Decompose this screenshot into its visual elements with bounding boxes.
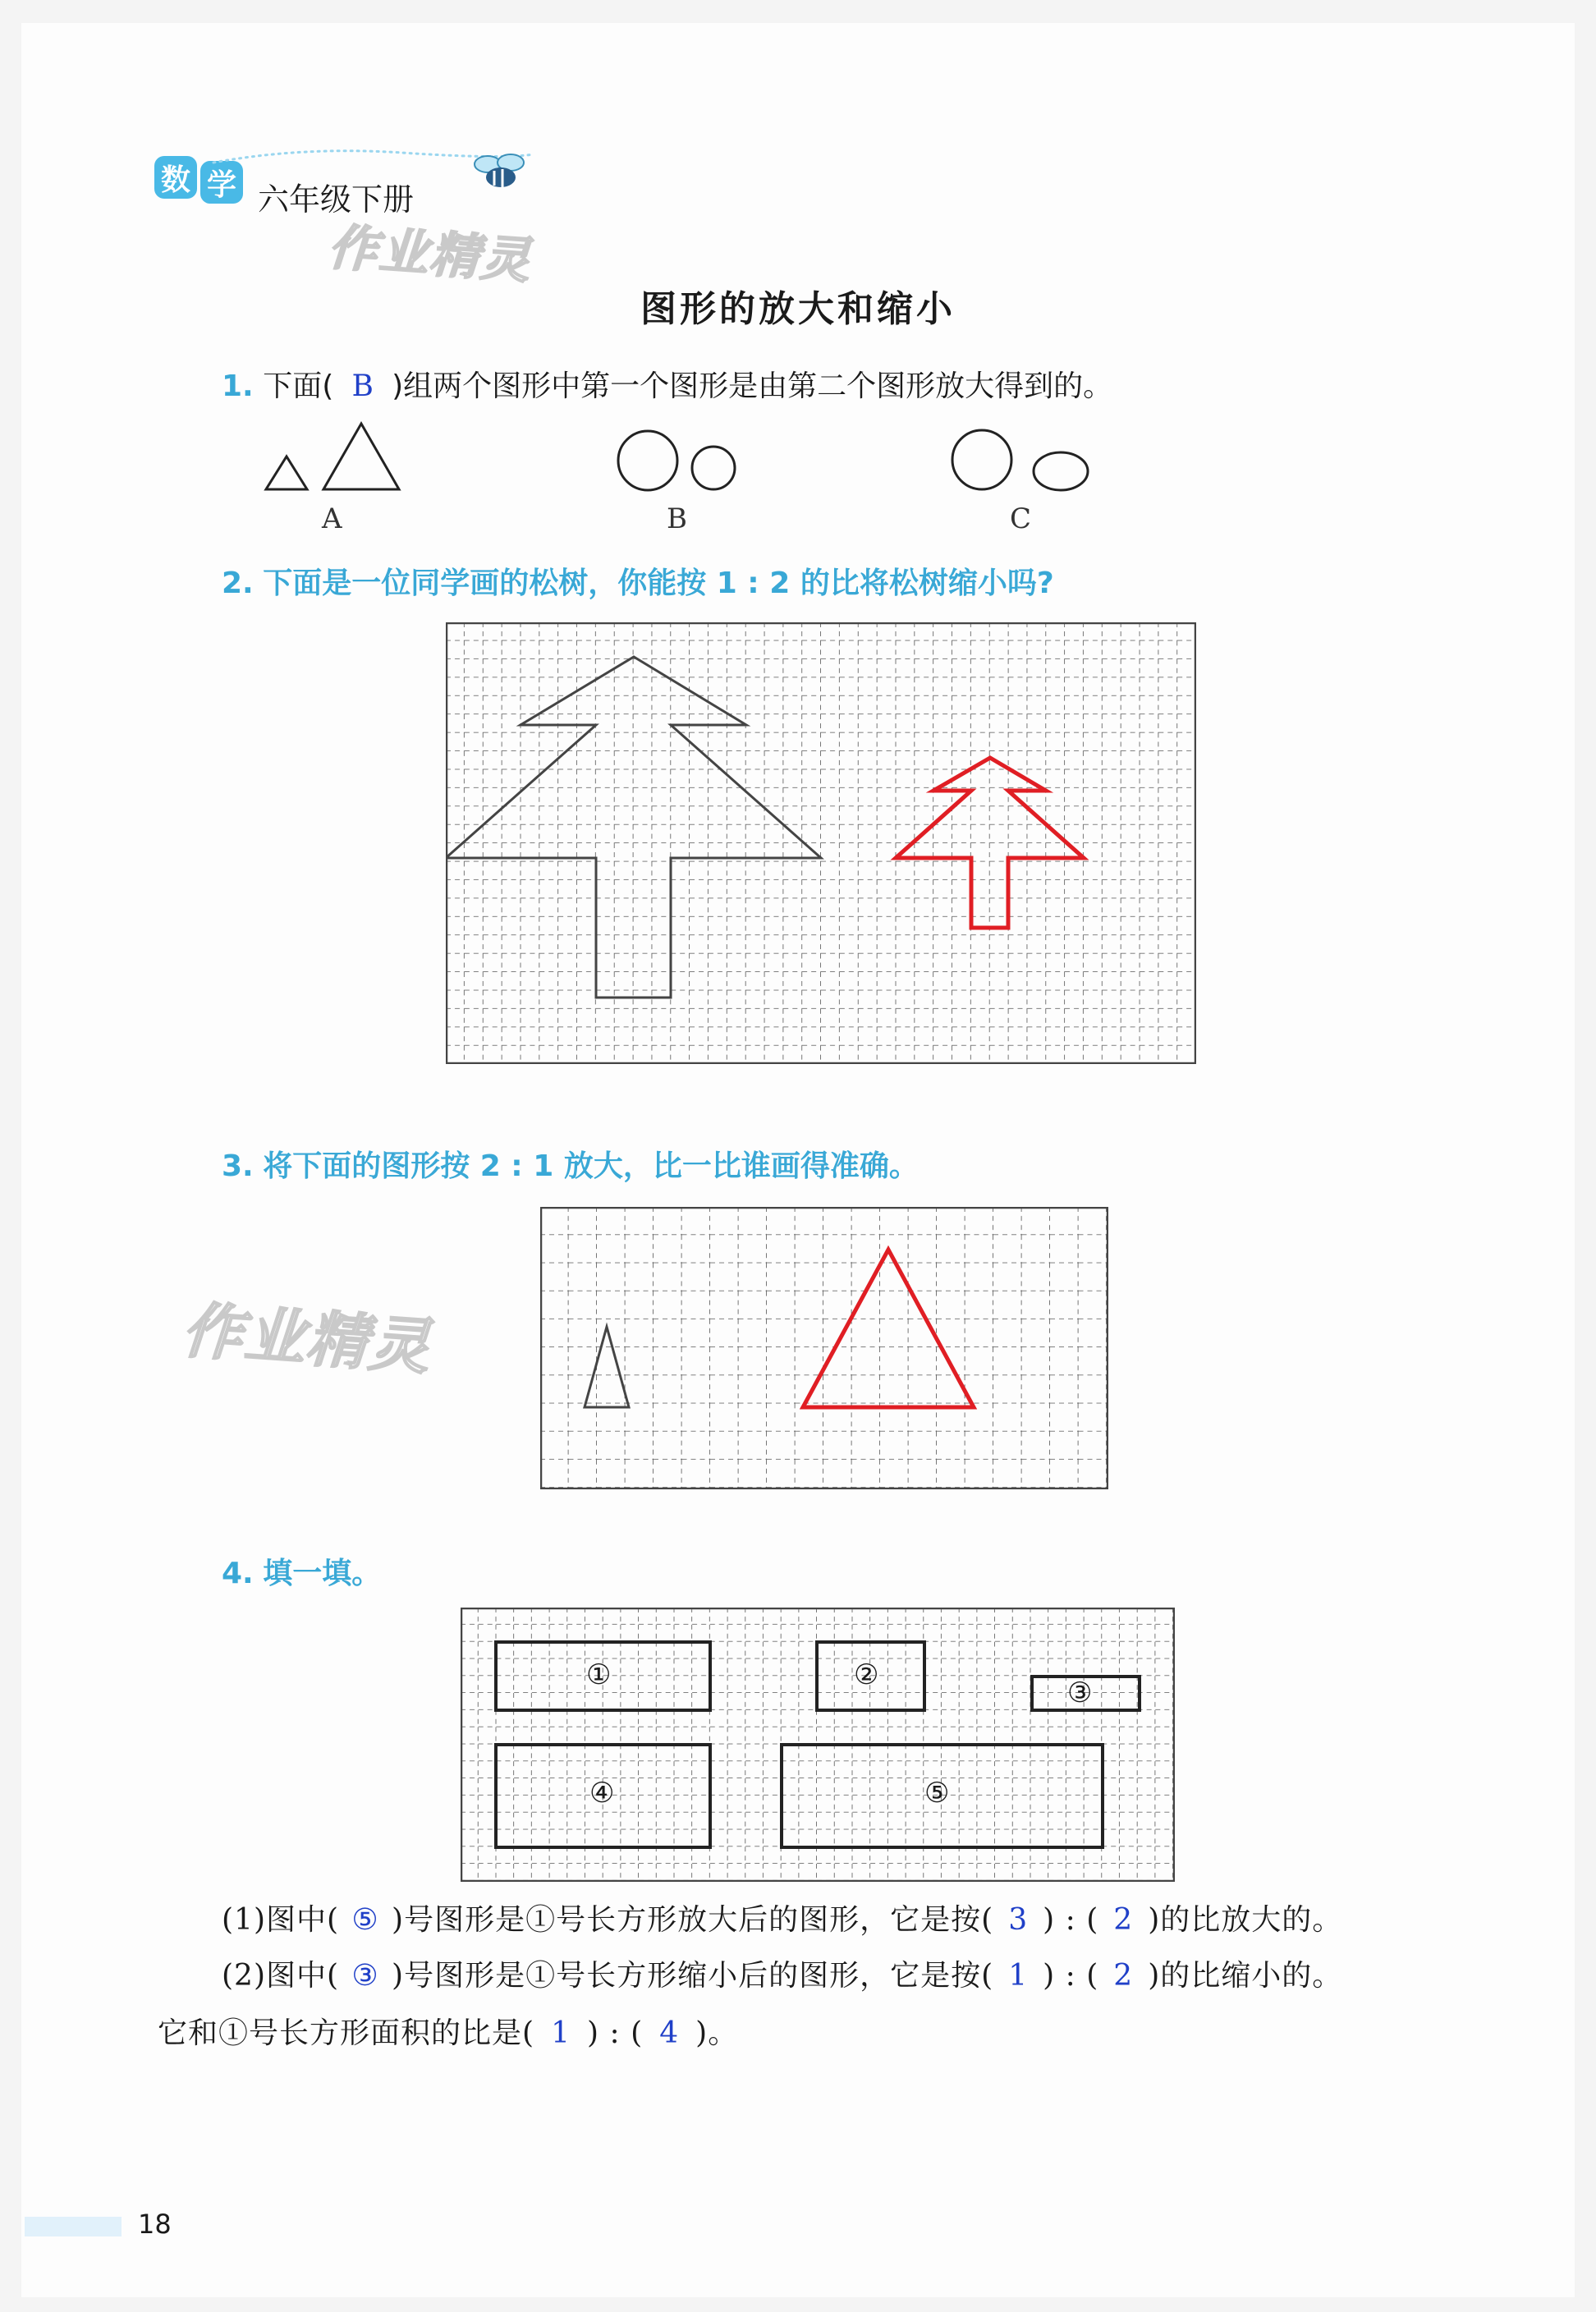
option-b-small-circle bbox=[692, 447, 735, 489]
question-4-number: 4. bbox=[222, 1557, 254, 1590]
question-3-grid bbox=[540, 1207, 1108, 1489]
shape-label-3: ③ bbox=[1067, 1677, 1093, 1709]
fill-line-2-p4: )的比缩小的。 bbox=[1148, 1959, 1343, 1993]
fill-line-3-answer-1: 1 bbox=[551, 2016, 571, 2050]
option-a-small-triangle bbox=[266, 456, 307, 489]
subject-char-2: 学 bbox=[200, 161, 243, 204]
fill-line-1-p3: ) : ( bbox=[1043, 1903, 1099, 1937]
question-1 bbox=[222, 363, 1112, 405]
option-label-a: A bbox=[322, 502, 342, 535]
fill-line-1-answer-1: ⑤ bbox=[351, 1903, 379, 1937]
question-3 bbox=[222, 1143, 919, 1185]
fill-line-2-p1: (2)图中( bbox=[222, 1959, 340, 1993]
question-1-text-before: 下面( bbox=[263, 369, 334, 403]
fill-line-1-p2: )号图形是①号长方形放大后的图形，它是按( bbox=[392, 1903, 994, 1937]
question-1-text-after: )组两个图形中第一个图形是由第二个图形放大得到的。 bbox=[392, 369, 1113, 403]
option-b-large-circle bbox=[618, 431, 677, 490]
watermark-middle: 作业精灵 bbox=[179, 1295, 434, 1383]
option-c-circle bbox=[952, 430, 1011, 489]
shape-label-2: ② bbox=[854, 1658, 879, 1691]
fill-line-1-answer-2: 3 bbox=[1008, 1903, 1029, 1937]
fill-line-2 bbox=[222, 1952, 1342, 1994]
option-label-c: C bbox=[1010, 502, 1032, 535]
option-c-ellipse bbox=[1034, 452, 1088, 490]
shape-label-1: ① bbox=[586, 1658, 612, 1691]
fill-line-2-answer-2: 1 bbox=[1008, 1959, 1029, 1993]
page-title: 图形的放大和缩小 bbox=[640, 288, 956, 330]
fill-line-3-p1: 它和①号长方形面积的比是( bbox=[158, 2016, 535, 2050]
page-number: 18 bbox=[138, 2209, 172, 2240]
shape-label-4: ④ bbox=[589, 1777, 615, 1810]
fill-line-1 bbox=[222, 1897, 1342, 1938]
question-2-text: 下面是一位同学画的松树，你能按 1 : 2 的比将松树缩小吗? bbox=[263, 567, 1054, 600]
fill-line-1-p1: (1)图中( bbox=[222, 1903, 340, 1937]
option-a-large-triangle bbox=[323, 424, 399, 489]
fill-line-3-answer-2: 4 bbox=[659, 2016, 680, 2050]
question-2-grid bbox=[446, 622, 1196, 1064]
fill-line-2-p2: )号图形是①号长方形缩小后的图形，它是按( bbox=[392, 1959, 994, 1993]
fill-line-1-answer-3: 2 bbox=[1113, 1903, 1134, 1937]
fill-line-1-p4: )的比放大的。 bbox=[1148, 1903, 1343, 1937]
option-label-b: B bbox=[667, 502, 687, 535]
question-4 bbox=[222, 1550, 381, 1592]
question-2-number: 2. bbox=[222, 567, 254, 600]
fill-line-2-answer-1: ③ bbox=[351, 1959, 379, 1993]
fill-line-2-p3: ) : ( bbox=[1043, 1959, 1099, 1993]
footer-bar bbox=[25, 2217, 122, 2236]
bee-icon bbox=[468, 148, 534, 197]
question-1-figures bbox=[246, 411, 1133, 501]
fill-line-2-answer-3: 2 bbox=[1113, 1959, 1134, 1993]
fill-line-3 bbox=[158, 2010, 738, 2052]
question-4-grid bbox=[461, 1608, 1175, 1882]
fill-line-3-p3: )。 bbox=[695, 2016, 739, 2050]
shape-label-5: ⑤ bbox=[924, 1777, 950, 1810]
question-1-number: 1. bbox=[222, 369, 254, 403]
question-3-number: 3. bbox=[222, 1149, 254, 1183]
question-1-answer: B bbox=[351, 369, 374, 403]
question-4-text: 填一填。 bbox=[263, 1557, 382, 1590]
question-3-text: 将下面的图形按 2 : 1 放大，比一比谁画得准确。 bbox=[263, 1149, 919, 1183]
fill-line-3-p2: ) : ( bbox=[587, 2016, 644, 2050]
question-2 bbox=[222, 560, 1054, 602]
watermark-top: 作业精灵 bbox=[326, 218, 534, 291]
grade-label: 六年级下册 bbox=[258, 181, 415, 218]
subject-char-1: 数 bbox=[154, 156, 197, 199]
